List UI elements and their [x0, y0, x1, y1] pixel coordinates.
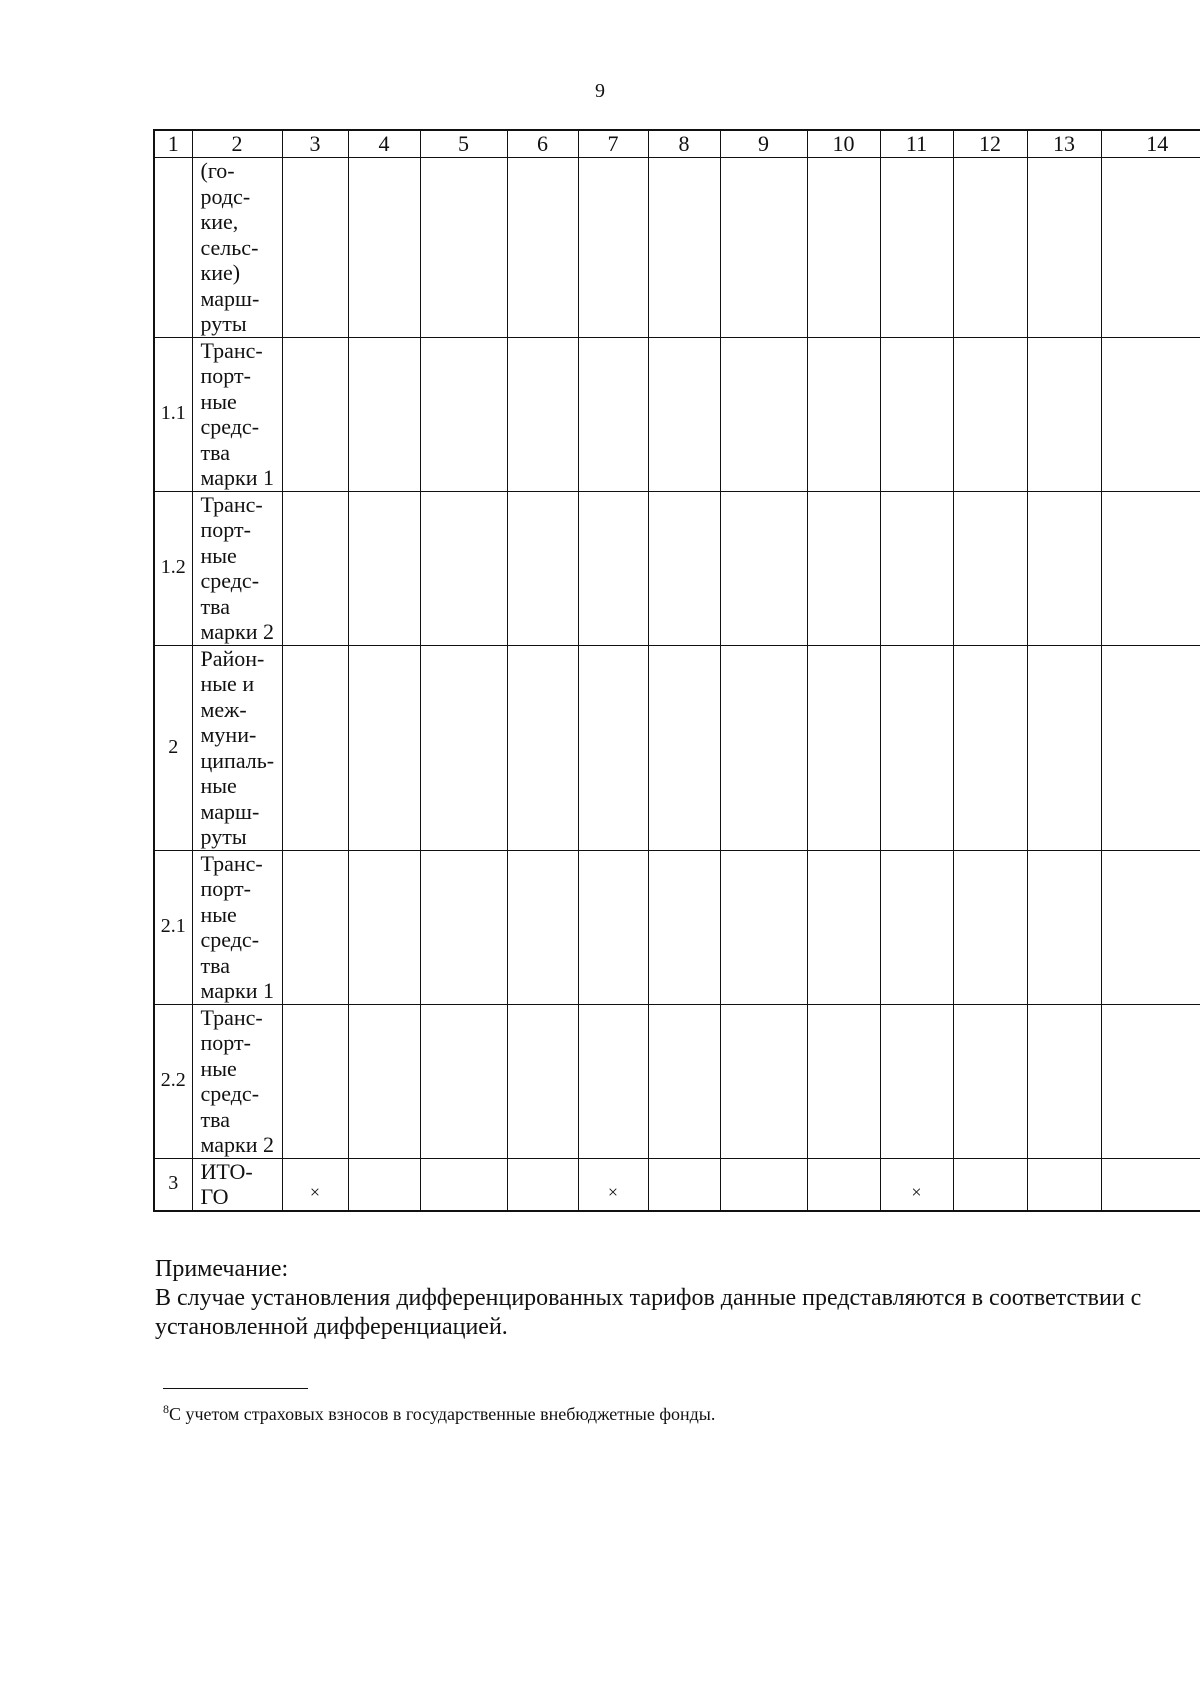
empty-cell: [507, 850, 578, 1004]
header-cell-11: 11: [880, 130, 953, 158]
total-label: ИТО- ГО: [192, 1158, 282, 1211]
empty-cell: [720, 645, 807, 850]
header-cell-6: 6: [507, 130, 578, 158]
row-name: (го- родс- кие, сельс- кие) марш- руты: [192, 158, 282, 338]
empty-cell: [282, 850, 348, 1004]
empty-cell: [578, 337, 648, 491]
empty-cell: [282, 337, 348, 491]
header-cell-9: 9: [720, 130, 807, 158]
empty-cell: [507, 337, 578, 491]
header-cell-1: 1: [154, 130, 192, 158]
empty-cell: [880, 337, 953, 491]
table-row: [154, 158, 1200, 338]
empty-cell: [1027, 337, 1101, 491]
empty-cell: [578, 850, 648, 1004]
empty-cell: [953, 1004, 1027, 1158]
header-cell-2: 2: [192, 130, 282, 158]
empty-cell: [1101, 1158, 1200, 1211]
empty-cell: [1101, 850, 1200, 1004]
header-cell-5: 5: [420, 130, 507, 158]
empty-cell: [1027, 158, 1101, 338]
total-row: [154, 1158, 1200, 1211]
empty-cell: [578, 645, 648, 850]
empty-cell: [807, 850, 880, 1004]
empty-cell: [348, 158, 420, 338]
empty-cell: [1101, 337, 1200, 491]
empty-cell: [807, 491, 880, 645]
empty-cell: [880, 491, 953, 645]
empty-cell: [578, 158, 648, 338]
empty-cell: [807, 337, 880, 491]
empty-cell: [720, 491, 807, 645]
table-row: [154, 337, 1200, 491]
row-number: 1.2: [154, 491, 192, 645]
empty-cell: [720, 158, 807, 338]
header-cell-10: 10: [807, 130, 880, 158]
empty-cell: [807, 158, 880, 338]
empty-cell: [880, 645, 953, 850]
table-row: [154, 645, 1200, 850]
empty-cell: [420, 850, 507, 1004]
empty-cell: [348, 850, 420, 1004]
empty-cell: [1027, 850, 1101, 1004]
row-name: Транс- порт- ные средс- тва марки 1: [192, 337, 282, 491]
empty-cell: [1027, 491, 1101, 645]
footnote-marker: 8: [163, 1402, 169, 1416]
footnote: [163, 1402, 1163, 1426]
empty-cell: [282, 645, 348, 850]
empty-cell: [420, 337, 507, 491]
not-applicable-mark: ×: [578, 1158, 648, 1211]
empty-cell: [507, 1158, 578, 1211]
note-text: В случае установления дифференцированных тарифов данные представляются в соответствии с установленной дифференциацией.: [155, 1285, 1142, 1340]
row-number: 2.1: [154, 850, 192, 1004]
footnote-text: С учетом страховых взносов в государственные внебюджетные фонды.: [169, 1404, 716, 1424]
empty-cell: [348, 1004, 420, 1158]
empty-cell: [720, 1158, 807, 1211]
note: [155, 1255, 1165, 1342]
empty-cell: [348, 1158, 420, 1211]
empty-cell: [507, 491, 578, 645]
empty-cell: [953, 491, 1027, 645]
empty-cell: [420, 645, 507, 850]
empty-cell: [1101, 158, 1200, 338]
empty-cell: [720, 850, 807, 1004]
not-applicable-mark: ×: [282, 1158, 348, 1211]
header-cell-4: 4: [348, 130, 420, 158]
empty-cell: [1101, 491, 1200, 645]
note-heading: Примечание:: [155, 1256, 289, 1282]
row-name: Транс- порт- ные средс- тва марки 2: [192, 1004, 282, 1158]
empty-cell: [648, 491, 720, 645]
row-name: Транс- порт- ные средс- тва марки 2: [192, 491, 282, 645]
empty-cell: [648, 1004, 720, 1158]
empty-cell: [807, 645, 880, 850]
empty-cell: [348, 645, 420, 850]
table-row: [154, 850, 1200, 1004]
empty-cell: [578, 491, 648, 645]
empty-cell: [420, 491, 507, 645]
empty-cell: [807, 1004, 880, 1158]
empty-cell: [648, 1158, 720, 1211]
empty-cell: [420, 158, 507, 338]
page-number: 9: [595, 80, 605, 102]
empty-cell: [953, 645, 1027, 850]
empty-cell: [953, 1158, 1027, 1211]
empty-cell: [578, 1004, 648, 1158]
empty-cell: [348, 491, 420, 645]
row-number: 1.1: [154, 337, 192, 491]
empty-cell: [507, 645, 578, 850]
header-cell-13: 13: [1027, 130, 1101, 158]
header-cell-7: 7: [578, 130, 648, 158]
table-row: [154, 1004, 1200, 1158]
empty-cell: [953, 850, 1027, 1004]
empty-cell: [282, 1004, 348, 1158]
empty-cell: [1027, 1158, 1101, 1211]
empty-cell: [720, 1004, 807, 1158]
empty-cell: [282, 491, 348, 645]
empty-cell: [953, 337, 1027, 491]
empty-cell: [348, 337, 420, 491]
empty-cell: [880, 158, 953, 338]
empty-cell: [1101, 1004, 1200, 1158]
row-number: [154, 158, 192, 338]
empty-cell: [420, 1158, 507, 1211]
empty-cell: [507, 1004, 578, 1158]
empty-cell: [507, 158, 578, 338]
empty-cell: [1027, 645, 1101, 850]
row-number: 2.2: [154, 1004, 192, 1158]
empty-cell: [720, 337, 807, 491]
empty-cell: [880, 850, 953, 1004]
total-number: 3: [154, 1158, 192, 1211]
table-body: [154, 130, 1200, 1211]
empty-cell: [648, 645, 720, 850]
row-name: Транс- порт- ные средс- тва марки 1: [192, 850, 282, 1004]
empty-cell: [880, 1004, 953, 1158]
empty-cell: [953, 158, 1027, 338]
header-cell-14: 14: [1101, 130, 1200, 158]
not-applicable-mark: ×: [880, 1158, 953, 1211]
table-row: [154, 491, 1200, 645]
header-cell-12: 12: [953, 130, 1027, 158]
empty-cell: [648, 158, 720, 338]
empty-cell: [807, 1158, 880, 1211]
empty-cell: [648, 850, 720, 1004]
row-name: Район- ные и меж- муни- ципаль- ные марш- руты: [192, 645, 282, 850]
tariff-table: [153, 129, 1200, 1212]
header-cell-3: 3: [282, 130, 348, 158]
footnote-separator: [163, 1388, 308, 1389]
row-number: 2: [154, 645, 192, 850]
empty-cell: [648, 337, 720, 491]
empty-cell: [1101, 645, 1200, 850]
header-row: [154, 130, 1200, 158]
empty-cell: [1027, 1004, 1101, 1158]
empty-cell: [420, 1004, 507, 1158]
header-cell-8: 8: [648, 130, 720, 158]
empty-cell: [282, 158, 348, 338]
